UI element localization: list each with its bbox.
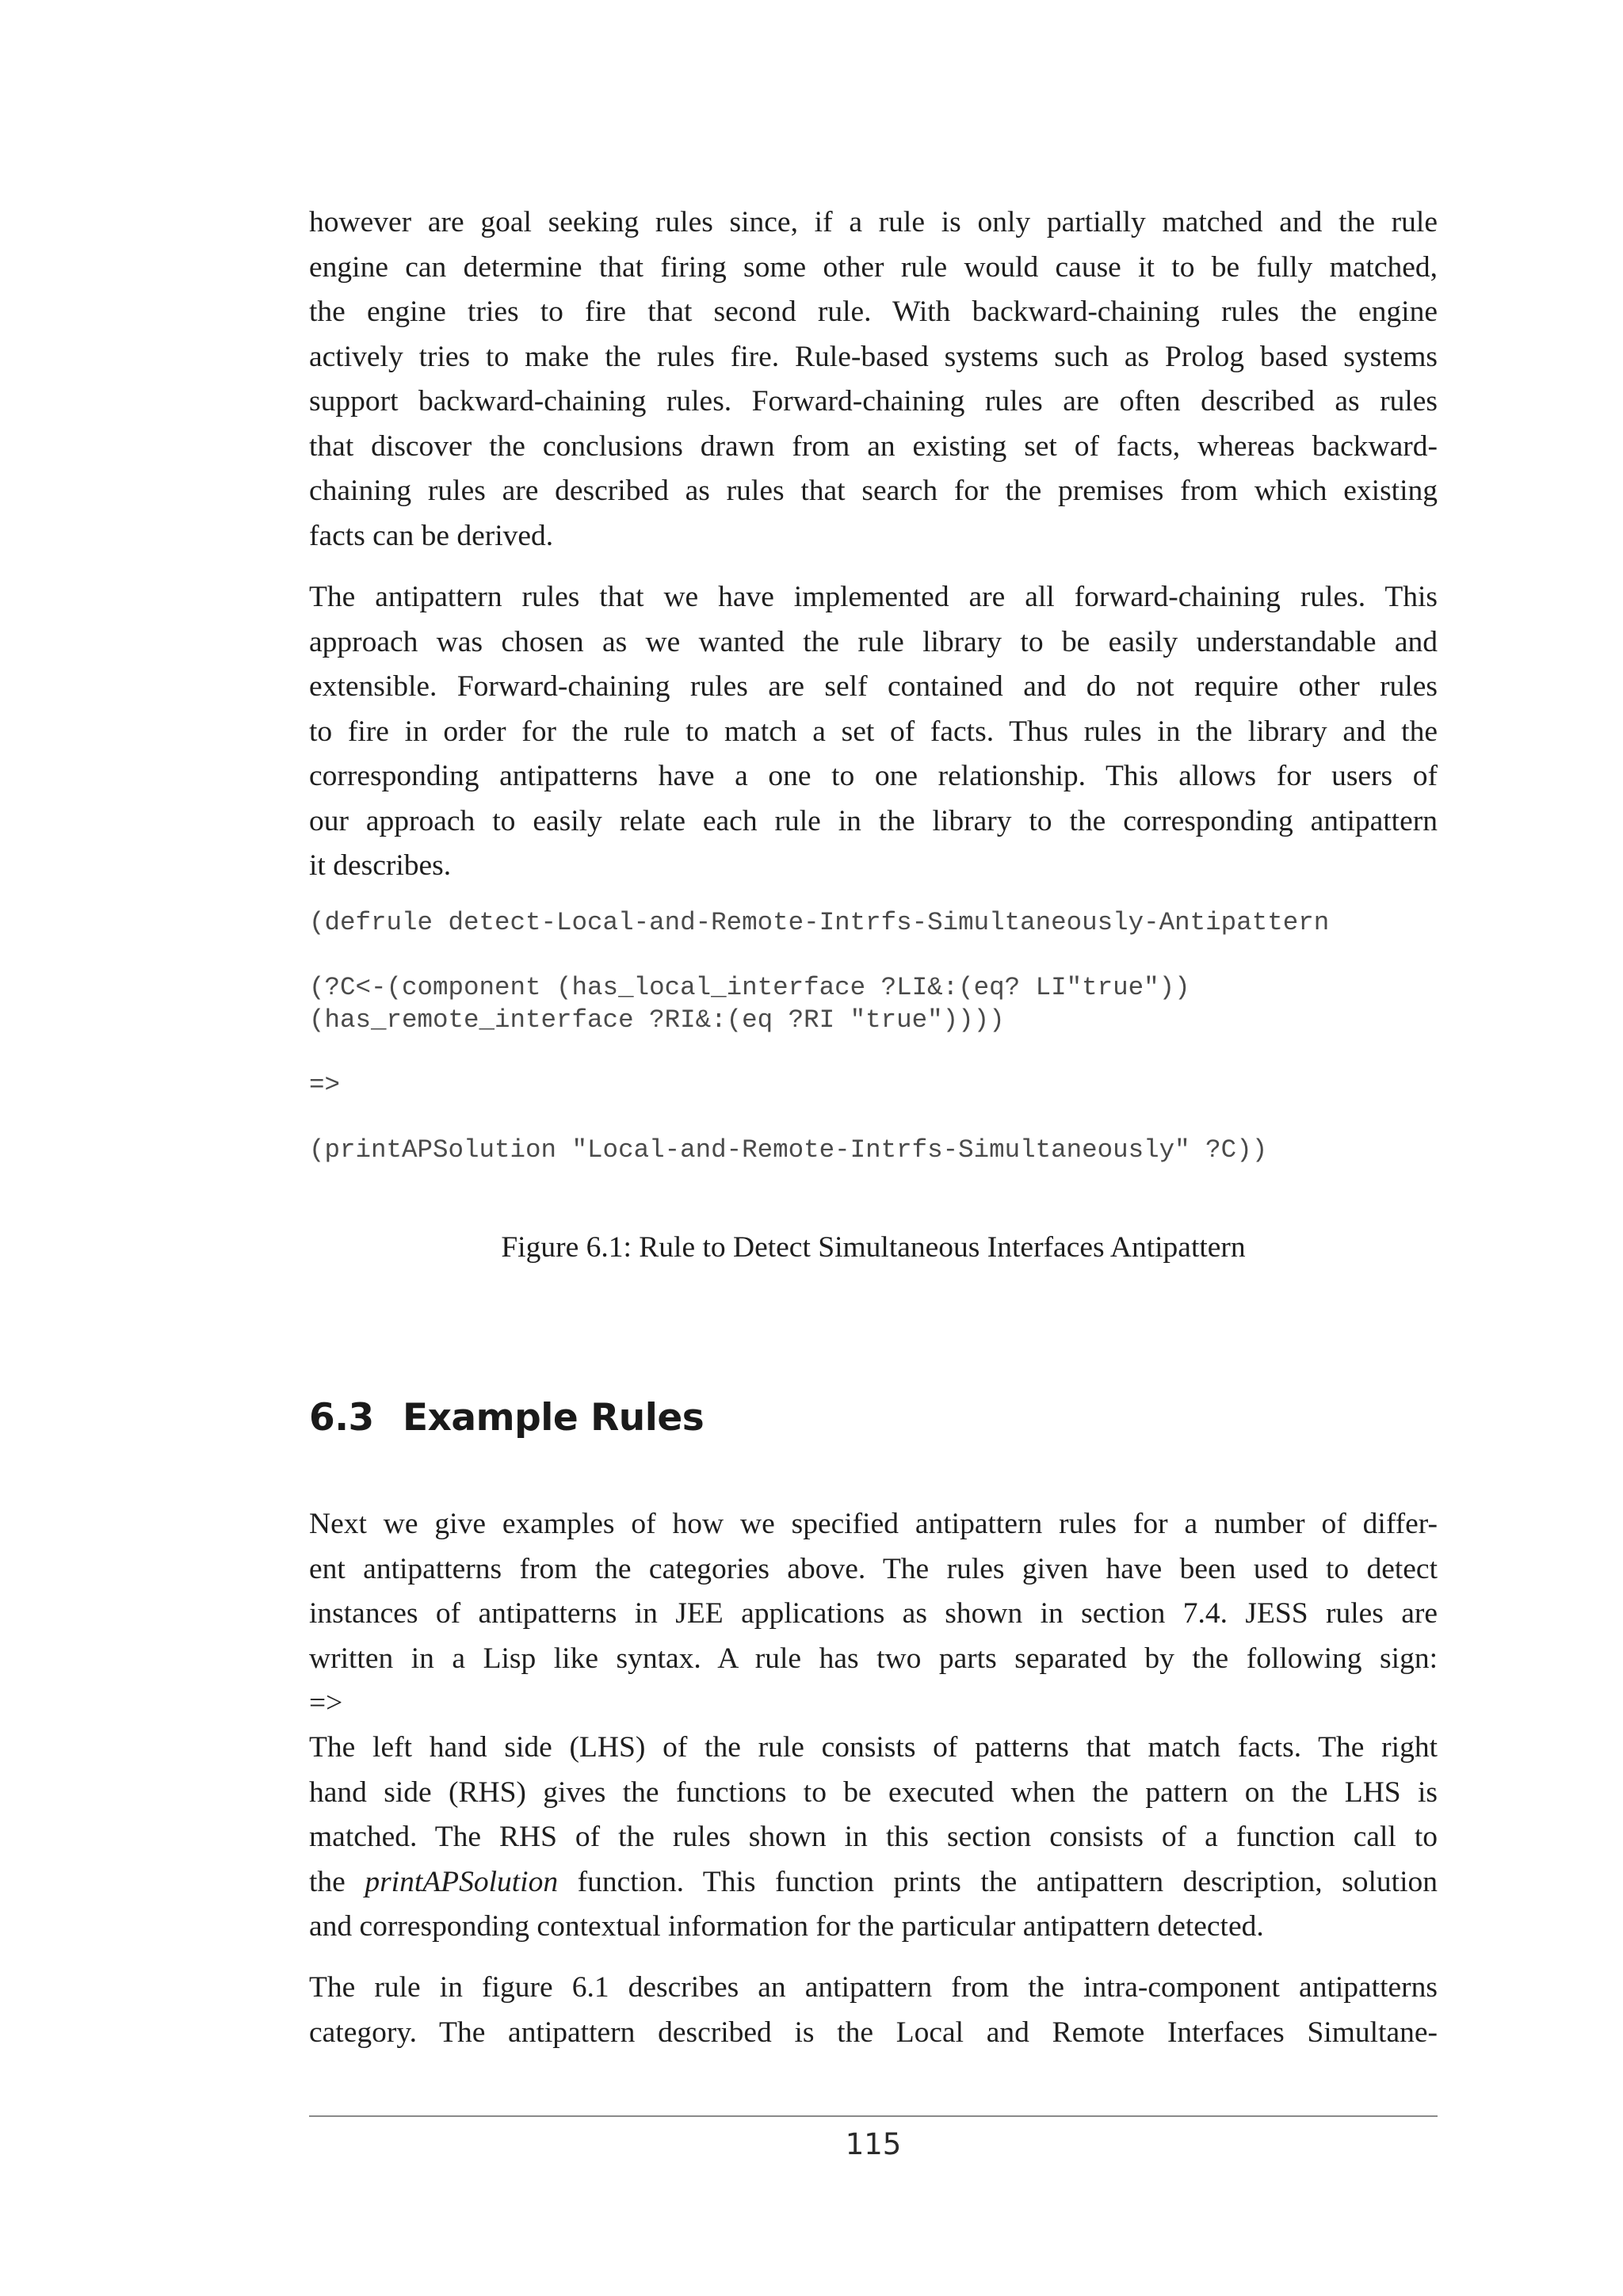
text-line: and corresponding contextual information for the particular antipattern detected. [309,1910,1264,1943]
section-heading [309,1394,704,1442]
code-line: (has_remote_interface ?RI&:(eq ?RI "true")))) [309,1005,1005,1035]
text-line: approach was chosen as we wanted the rule library to be easily understandable and [309,625,1438,658]
section-title: Example Rules [403,1396,705,1440]
paragraph-lhs-rhs [309,1726,1438,1950]
text-line: engine can determine that firing some other rule would cause it to be fully matched, [309,250,1438,284]
text-line: that discover the conclusions drawn from an existing set of facts, whereas backward- [309,429,1438,463]
code-line: (printAPSolution "Local-and-Remote-Intrfs-Simultaneously" ?C)) [309,1135,1268,1165]
text-line: extensible. Forward-chaining rules are self contained and do not require other rules [309,670,1438,703]
text-line: to fire in order for the rule to match a set of facts. Thus rules in the library and the [309,715,1438,748]
code-line: => [309,1070,341,1100]
text-line: corresponding antipatterns have a one to one relationship. This allows for users of [309,760,1438,792]
code-line: (defrule detect-Local-and-Remote-Intrfs-Simultaneously-Antipattern [309,908,1330,937]
text-line: the engine tries to fire that second rule. With backward-chaining rules the engine [309,296,1438,328]
text-line: however are goal seeking rules since, if a rule is only partially matched and the rule [309,206,1438,238]
text-line [309,1860,1438,1905]
page-number: 115 [845,2127,902,2161]
text-line: hand side (RHS) gives the functions to be executed when the pattern on the LHS is [309,1775,1438,1809]
section-number: 6.3 [309,1396,374,1440]
text-line: category. The antipattern described is the Local and Remote Interfaces Simultane- [309,2016,1438,2049]
text-line: The rule in figure 6.1 describes an antipattern from the intra-component antipatterns [309,1971,1438,2004]
text-line: => [309,1687,343,1719]
footer-rule [309,2115,1438,2117]
text-span: function. This function prints the antipattern description, solution [558,1865,1438,1898]
text-line: ent antipatterns from the categories above. The rules given have been used to detect [309,1552,1438,1585]
paragraph-examples-intro [309,1502,1438,1726]
paragraph-forward-chaining [309,575,1438,889]
text-span: the [309,1865,365,1898]
text-line: Next we give examples of how we specified antipattern rules for a number of differ- [309,1508,1438,1540]
figure-caption: Figure 6.1: Rule to Detect Simultaneous Interfaces Antipattern [501,1231,1246,1264]
code-line: (?C<-(component (has_local_interface ?LI&:(eq? LI"true")) [309,973,1190,1002]
text-line: The antipattern rules that we have implemented are all forward-chaining rules. This [309,581,1438,613]
document-page [309,0,1438,2296]
text-line: written in a Lisp like syntax. A rule has two parts separated by the following sign: [309,1642,1438,1675]
paragraph-figure-description [309,1966,1438,2055]
text-line: The left hand side (LHS) of the rule consists of patterns that match facts. The right [309,1731,1438,1764]
text-line: matched. The RHS of the rules shown in this section consists of a function call to [309,1821,1438,1853]
text-line: our approach to easily relate each rule in the library to the corresponding antipattern [309,804,1438,837]
text-line: actively tries to make the rules fire. Rule-based systems such as Prolog based systems [309,340,1438,373]
function-name-emphasis: printAPSolution [365,1865,559,1898]
text-line: instances of antipatterns in JEE applications as shown in section 7.4. JESS rules are [309,1597,1438,1630]
paragraph-backward-chaining [309,200,1438,559]
text-line: support backward-chaining rules. Forward-chaining rules are often described as rules [309,385,1438,418]
text-line: it describes. [309,849,452,882]
text-line: facts can be derived. [309,519,554,552]
text-line: chaining rules are described as rules that search for the premises from which existing [309,475,1438,507]
